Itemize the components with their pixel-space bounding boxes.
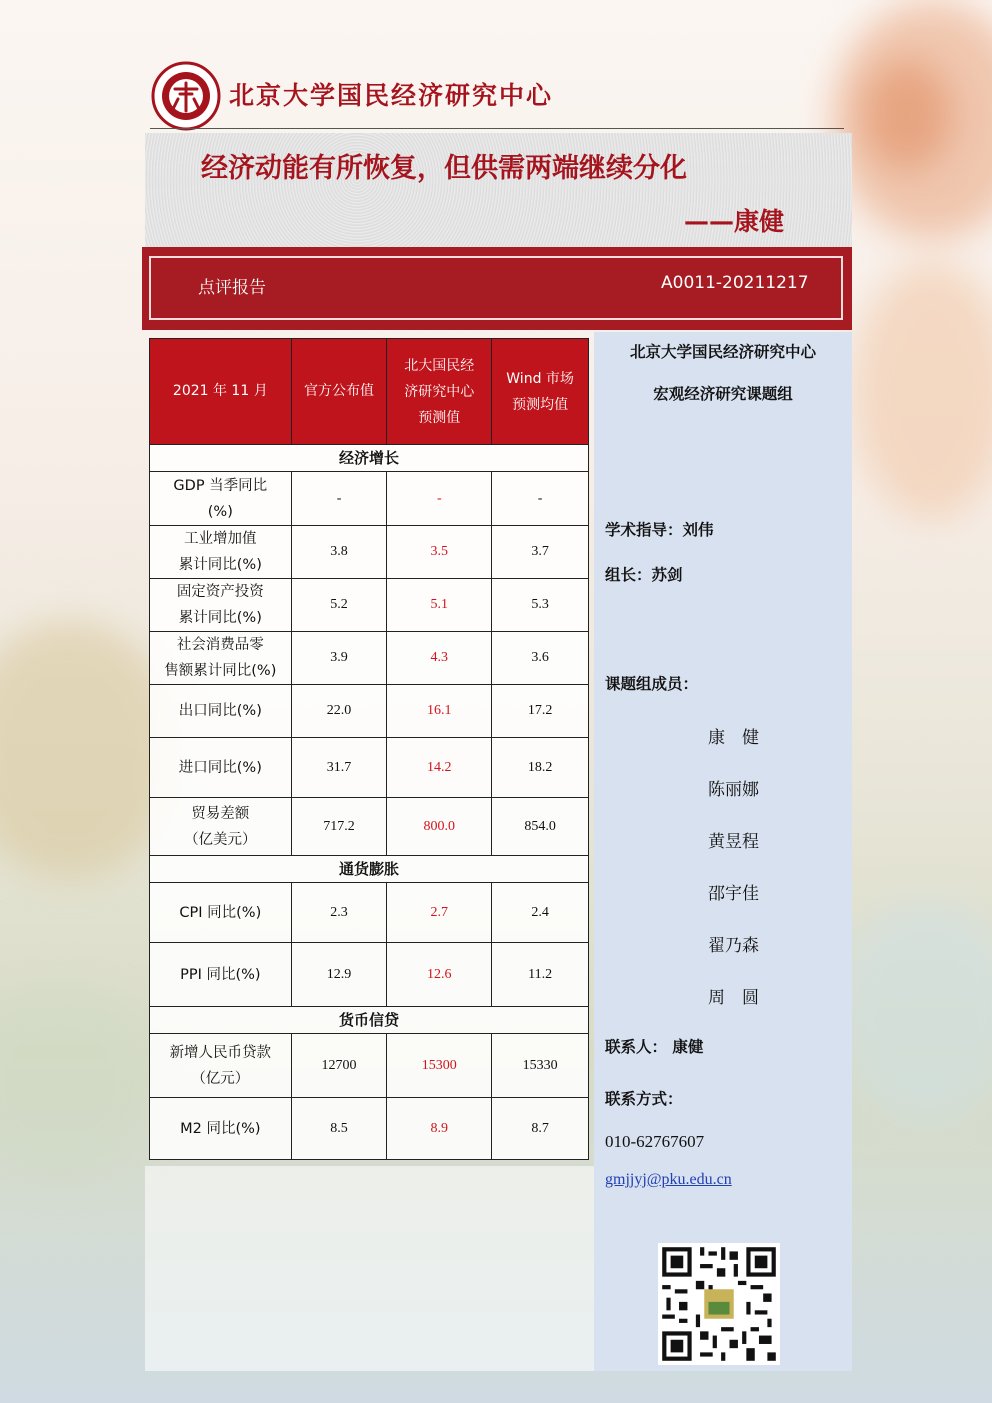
table-row (150, 943, 589, 1007)
row-label: CPI 同比(%) (150, 883, 292, 943)
pku-value: 8.9 (387, 1098, 492, 1160)
official-value: 717.2 (291, 798, 387, 856)
row-label: 社会消费品零 售额累计同比(%) (150, 632, 292, 685)
member-name: 周 圆 (708, 988, 759, 1008)
table-row (150, 738, 589, 798)
pku-value: 2.7 (387, 883, 492, 943)
center-name: 北京大学国民经济研究中心 (229, 81, 554, 110)
wind-value: 18.2 (492, 738, 589, 798)
sidebar-org: 北京大学国民经济研究中心 (629, 343, 816, 361)
wind-value: 3.6 (492, 632, 589, 685)
official-value: 3.8 (291, 526, 387, 579)
member-name: 黄昱程 (708, 832, 759, 852)
report-author: ——康健 (683, 207, 784, 236)
member-name: 陈丽娜 (708, 780, 759, 800)
peking-university-logo (151, 61, 221, 131)
official-value: 2.3 (291, 883, 387, 943)
pku-value: 3.5 (387, 526, 492, 579)
table-row (150, 526, 589, 579)
header-wind: Wind 市场 预测均值 (492, 339, 589, 445)
wind-value: 11.2 (492, 943, 589, 1007)
sidebar-members-title: 课题组成员： (605, 675, 699, 693)
section-credit: 货币信贷 (150, 1007, 589, 1034)
qr-code (658, 1243, 780, 1365)
wind-value: 17.2 (492, 685, 589, 738)
pku-value: 14.2 (387, 738, 492, 798)
sidebar-group: 宏观经济研究课题组 (653, 385, 793, 403)
report-id: A0011-20211217 (661, 273, 809, 293)
sidebar-contact-person: 联系人： 康健 (605, 1038, 704, 1056)
wind-value: 3.7 (492, 526, 589, 579)
pku-value: 12.6 (387, 943, 492, 1007)
section-inflation: 通货膨胀 (150, 856, 589, 883)
section-row (150, 856, 589, 883)
table-header-row (150, 339, 589, 445)
table-row (150, 1034, 589, 1098)
pku-value: 16.1 (387, 685, 492, 738)
table-row (150, 798, 589, 856)
row-label: 工业增加值 累计同比(%) (150, 526, 292, 579)
sidebar-contact-label: 联系方式： (605, 1090, 683, 1108)
table-row (150, 1098, 589, 1160)
header-divider (150, 128, 844, 129)
official-value: 12700 (291, 1034, 387, 1098)
member-name: 翟乃森 (708, 936, 759, 956)
table-row (150, 883, 589, 943)
row-label: GDP 当季同比 (%) (150, 472, 292, 526)
wind-value: - (492, 472, 589, 526)
sidebar-advisor: 学术指导：刘伟 (605, 521, 714, 539)
row-label: PPI 同比(%) (150, 943, 292, 1007)
wind-value: 5.3 (492, 579, 589, 632)
section-row (150, 1007, 589, 1034)
official-value: 12.9 (291, 943, 387, 1007)
row-label: 进口同比(%) (150, 738, 292, 798)
report-type: 点评报告 (198, 278, 266, 298)
official-value: 3.9 (291, 632, 387, 685)
forecast-table (149, 338, 589, 1160)
table-row (150, 472, 589, 526)
wind-value: 15330 (492, 1034, 589, 1098)
pku-value: 800.0 (387, 798, 492, 856)
pku-value: 4.3 (387, 632, 492, 685)
header-pku: 北大国民经 济研究中心 预测值 (387, 339, 492, 445)
sidebar-phone: 010-62767607 (605, 1132, 705, 1151)
row-label: 新增人民币贷款 （亿元） (150, 1034, 292, 1098)
row-label: 贸易差额 （亿美元） (150, 798, 292, 856)
header-month: 2021 年 11 月 (150, 339, 292, 445)
row-label: 出口同比(%) (150, 685, 292, 738)
report-title: 经济动能有所恢复，但供需两端继续分化 (201, 153, 687, 184)
wind-value: 2.4 (492, 883, 589, 943)
pku-value: - (387, 472, 492, 526)
table-row (150, 685, 589, 738)
row-label: M2 同比(%) (150, 1098, 292, 1160)
section-row (150, 445, 589, 472)
header-official: 官方公布值 (291, 339, 387, 445)
section-growth: 经济增长 (150, 445, 589, 472)
wind-value: 854.0 (492, 798, 589, 856)
member-name: 康 健 (708, 728, 759, 748)
sidebar-leader: 组长：苏剑 (605, 566, 683, 584)
official-value: - (291, 472, 387, 526)
table-footer-space (145, 1166, 594, 1371)
pku-value: 5.1 (387, 579, 492, 632)
pku-value: 15300 (387, 1034, 492, 1098)
sidebar-email-link[interactable]: gmjjyj@pku.edu.cn (605, 1171, 732, 1188)
official-value: 5.2 (291, 579, 387, 632)
member-name: 邵宇佳 (708, 884, 759, 904)
wind-value: 8.7 (492, 1098, 589, 1160)
official-value: 22.0 (291, 685, 387, 738)
official-value: 31.7 (291, 738, 387, 798)
row-label: 固定资产投资 累计同比(%) (150, 579, 292, 632)
table-row (150, 632, 589, 685)
table-row (150, 579, 589, 632)
official-value: 8.5 (291, 1098, 387, 1160)
